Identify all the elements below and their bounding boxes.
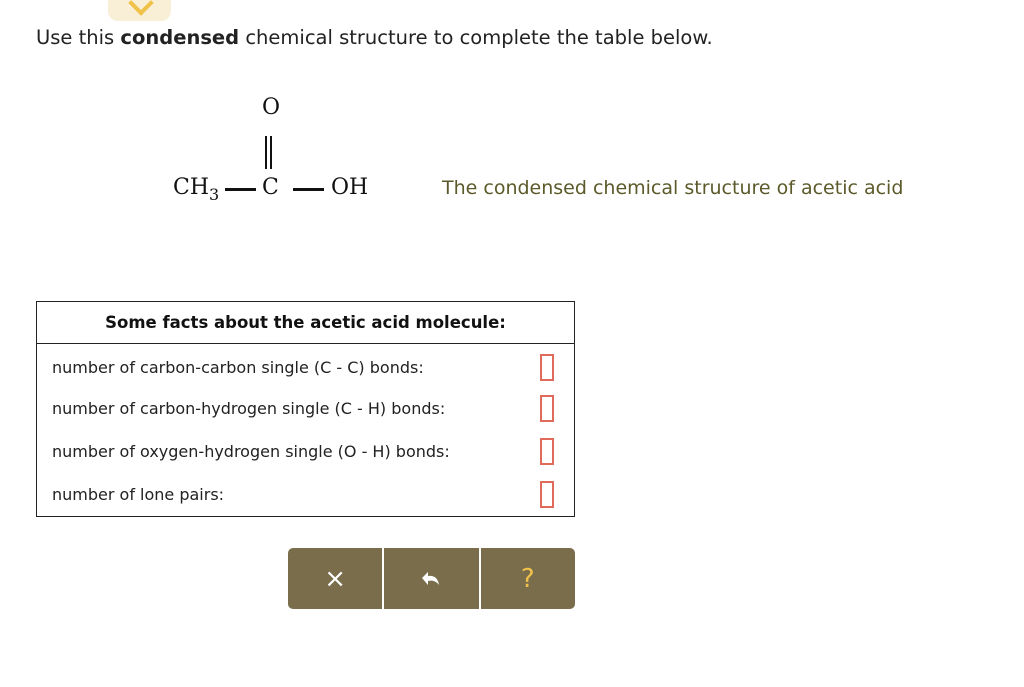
answer-input-ch-bonds[interactable] [540,395,554,422]
double-bond [265,136,272,169]
fact-row-ch-bonds [37,395,574,425]
help-icon: ? [520,563,535,594]
structure-caption: The condensed chemical structure of acetic acid [442,177,904,199]
fact-row-lone-pairs [37,481,574,511]
undo-button[interactable] [382,548,478,609]
single-bond-right [293,188,324,191]
clear-button[interactable] [288,548,382,609]
answer-toolbar [288,548,575,609]
fact-row-cc-bonds [37,354,574,384]
fact-label: number of carbon-carbon single (C - C) bonds: [52,358,424,377]
chevron-down-icon [128,0,153,16]
methyl-group: $CH_3$ [173,175,220,204]
answer-input-oh-bonds[interactable] [540,438,554,465]
close-icon: × [324,563,347,594]
single-bond-left [225,188,256,191]
help-button[interactable] [479,548,575,609]
fact-row-oh-bonds [37,438,574,468]
carbonyl-carbon: C [262,175,279,200]
undo-icon [419,570,443,588]
collapse-tab[interactable] [108,0,171,21]
instruction-text: Use this condensed chemical structure to complete the table below. [36,26,713,49]
fact-label: number of lone pairs: [52,485,225,504]
facts-table [36,301,575,517]
answer-input-cc-bonds[interactable] [540,354,554,381]
fact-label: number of oxygen-hydrogen single (O - H) bonds: [52,442,450,461]
answer-input-lone-pairs[interactable] [540,481,554,508]
facts-table-header: Some facts about the acetic acid molecule: [37,302,574,344]
fact-label: number of carbon-hydrogen single (C - H) bonds: [52,399,446,418]
instruction-bold-word: condensed [120,26,240,49]
carbonyl-oxygen: O [262,95,281,120]
hydroxyl-group: OH [331,175,369,200]
